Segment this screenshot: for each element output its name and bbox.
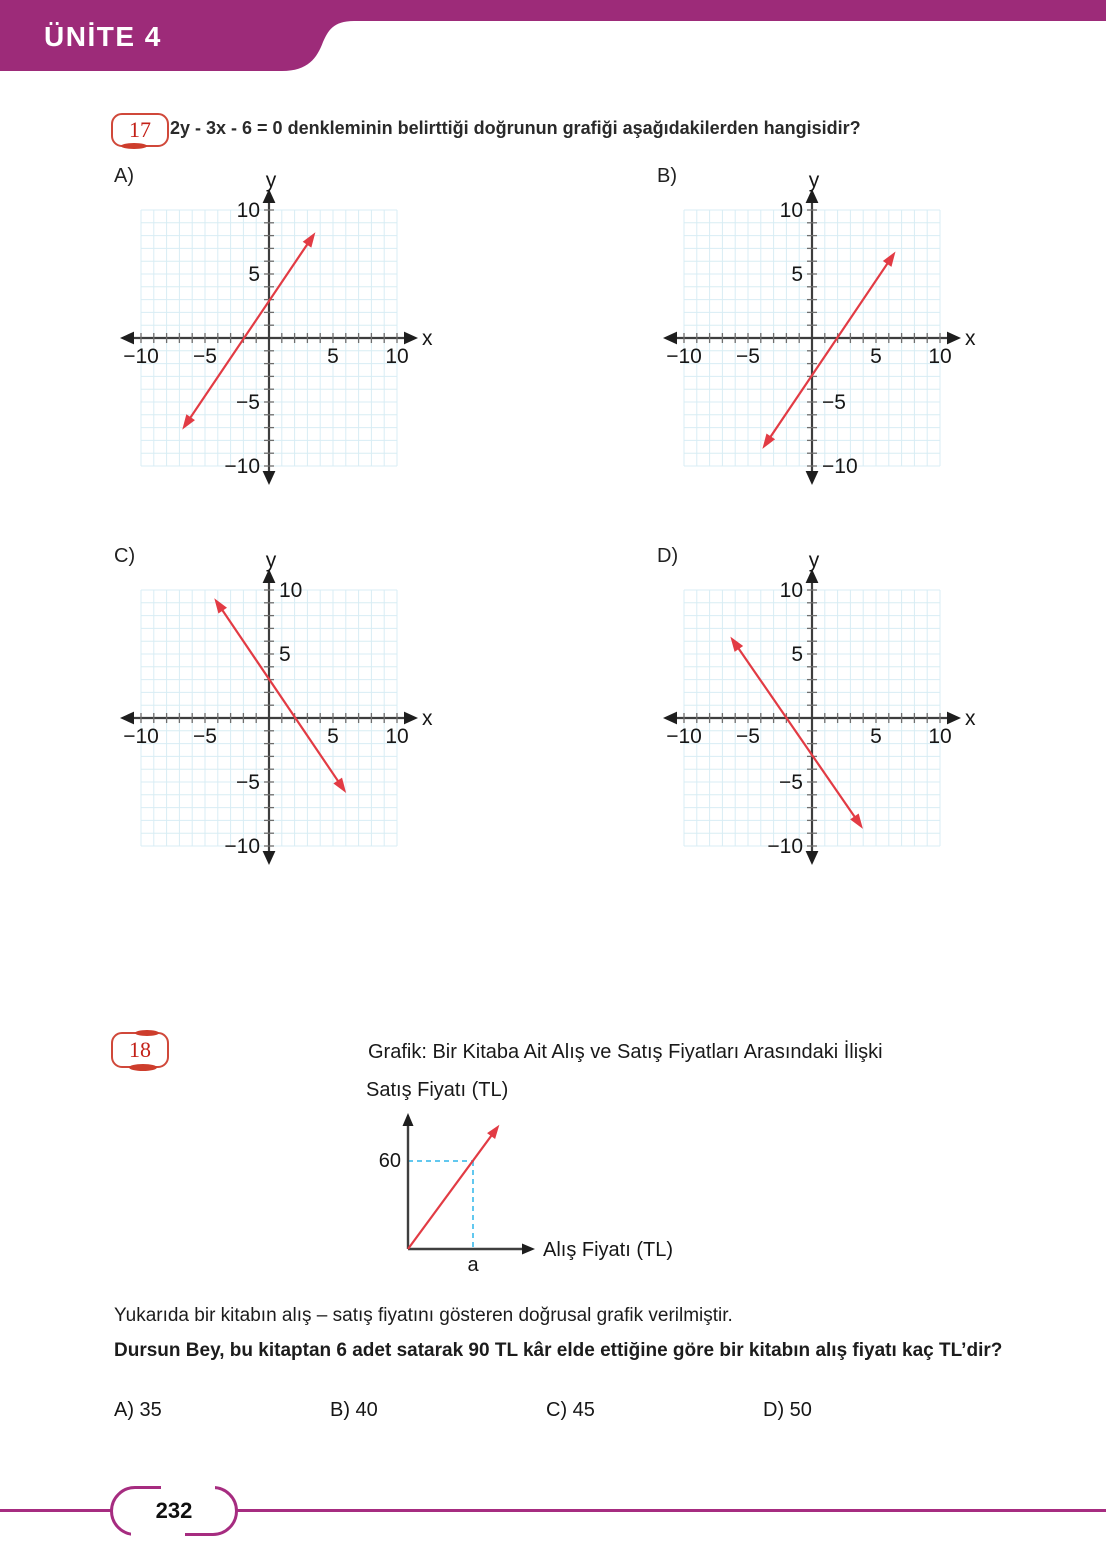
question-18-graph-title: Grafik: Bir Kitaba Ait Alış ve Satış Fiyatları Arasındaki İlişki <box>368 1041 883 1063</box>
badge-ink-blob <box>129 1064 157 1071</box>
x-tick-label: −5 <box>193 345 217 368</box>
answer-option-b: B) 40 <box>330 1399 378 1421</box>
x-tick-label: −10 <box>123 345 159 368</box>
arrowhead <box>730 637 743 652</box>
x-axis-letter: x <box>965 327 976 350</box>
x-tick-label: −5 <box>736 725 760 748</box>
y-axis-letter: y <box>808 169 820 192</box>
unit-header-banner <box>0 0 1106 80</box>
price-graph <box>378 1103 708 1281</box>
axis-arrowhead <box>263 471 276 485</box>
axis-arrowhead <box>947 712 961 725</box>
y-tick-label: −5 <box>236 771 260 794</box>
graph-line <box>217 602 344 790</box>
y-axis-letter: y <box>265 549 277 572</box>
option-d-label: D) <box>657 545 679 567</box>
arrowhead <box>303 232 316 247</box>
x-tick-label: −5 <box>736 345 760 368</box>
y-tick-label: 10 <box>779 579 803 602</box>
y-tick-label: −5 <box>779 771 803 794</box>
x-axis-letter: x <box>422 707 433 730</box>
unit-title: ÜNİTE 4 <box>44 21 162 52</box>
coordinate-grid-graph <box>100 543 440 888</box>
x-tick-label: 10 <box>385 725 409 748</box>
arrowhead <box>333 778 346 793</box>
page-number: 232 <box>155 1498 193 1523</box>
question-17-text: 2y - 3x - 6 = 0 denkleminin belirttiği doğrunun grafiği aşağıdakilerden hangisidir? <box>170 118 861 138</box>
x-tick-label: −5 <box>193 725 217 748</box>
arrowhead <box>214 598 227 613</box>
answer-option-a: A) 35 <box>114 1399 162 1421</box>
x-tick-label: 5 <box>327 345 339 368</box>
graph-line <box>408 1128 497 1249</box>
axis-arrowhead <box>663 712 677 725</box>
y-tick-label: 10 <box>236 199 260 222</box>
y-tick-label-60: 60 <box>378 1150 401 1172</box>
y-tick-label: −10 <box>224 835 260 858</box>
question-17-number-badge <box>111 113 169 147</box>
x-tick-label: 5 <box>327 725 339 748</box>
axis-arrowhead <box>806 471 819 485</box>
x-tick-label: −10 <box>666 725 702 748</box>
question-18-number: 18 <box>129 1037 151 1062</box>
y-tick-label: 10 <box>779 199 803 222</box>
answer-option-c: C) 45 <box>546 1399 595 1421</box>
graph-option-a <box>100 163 440 508</box>
axis-arrowhead <box>522 1244 535 1255</box>
question-18-y-axis-label: Satış Fiyatı (TL) <box>366 1079 509 1101</box>
question-18-description: Yukarıda bir kitabın alış – satış fiyatını gösteren doğrusal grafik verilmiştir. <box>114 1305 733 1326</box>
y-tick-label: 5 <box>791 263 803 286</box>
x-tick-label: 10 <box>385 345 409 368</box>
x-axis-letter: x <box>965 707 976 730</box>
axis-arrowhead <box>404 332 418 345</box>
y-tick-label: 5 <box>279 643 291 666</box>
y-tick-label: −5 <box>822 391 846 414</box>
x-tick-label: 5 <box>870 725 882 748</box>
question-18-text: Dursun Bey, bu kitaptan 6 adet satarak 90 TL kâr elde ettiğine göre bir kitabın alış fiyatı kaç TL’dir? <box>114 1340 1003 1361</box>
graph-option-d <box>643 543 983 888</box>
x-axis-label: Alış Fiyatı (TL) <box>543 1239 674 1261</box>
x-tick-label: 5 <box>870 345 882 368</box>
question-17-number: 17 <box>129 117 151 142</box>
coordinate-grid-graph <box>643 163 983 508</box>
y-axis-letter: y <box>808 549 820 572</box>
y-tick-label: −5 <box>236 391 260 414</box>
x-tick-label: −10 <box>666 345 702 368</box>
x-tick-label: 10 <box>928 345 952 368</box>
y-tick-label: −10 <box>224 455 260 478</box>
capsule-gap <box>131 1531 185 1537</box>
y-tick-label: −10 <box>822 455 858 478</box>
axis-arrowhead <box>403 1113 414 1126</box>
capsule-gap <box>161 1485 215 1491</box>
y-axis-letter: y <box>265 169 277 192</box>
coordinate-grid-graph <box>643 543 983 888</box>
arrowhead <box>487 1125 499 1139</box>
axis-arrowhead <box>120 712 134 725</box>
y-tick-label: 5 <box>248 263 260 286</box>
option-b-label: B) <box>657 165 677 187</box>
coordinate-grid-graph <box>100 163 440 508</box>
page-number-capsule <box>110 1486 238 1536</box>
price-graph-svg <box>378 1103 708 1281</box>
y-tick-label: −10 <box>767 835 803 858</box>
option-a-label: A) <box>114 165 134 187</box>
question-18-number-badge <box>111 1032 169 1068</box>
x-tick-label: −10 <box>123 725 159 748</box>
axis-arrowhead <box>806 851 819 865</box>
option-c-label: C) <box>114 545 136 567</box>
graph-option-c <box>100 543 440 888</box>
badge-ink-blob <box>121 143 147 149</box>
axis-arrowhead <box>404 712 418 725</box>
x-tick-label: 10 <box>928 725 952 748</box>
y-tick-label: 5 <box>791 643 803 666</box>
axis-arrowhead <box>947 332 961 345</box>
answer-option-d: D) 50 <box>763 1399 812 1421</box>
axis-arrowhead <box>120 332 134 345</box>
arrowhead <box>850 814 863 829</box>
x-axis-letter: x <box>422 327 433 350</box>
graph-option-b <box>643 163 983 508</box>
x-tick-label-a: a <box>467 1254 479 1276</box>
badge-ink-blob <box>135 1030 159 1036</box>
axis-arrowhead <box>263 851 276 865</box>
y-tick-label: 10 <box>279 579 303 602</box>
axis-arrowhead <box>663 332 677 345</box>
